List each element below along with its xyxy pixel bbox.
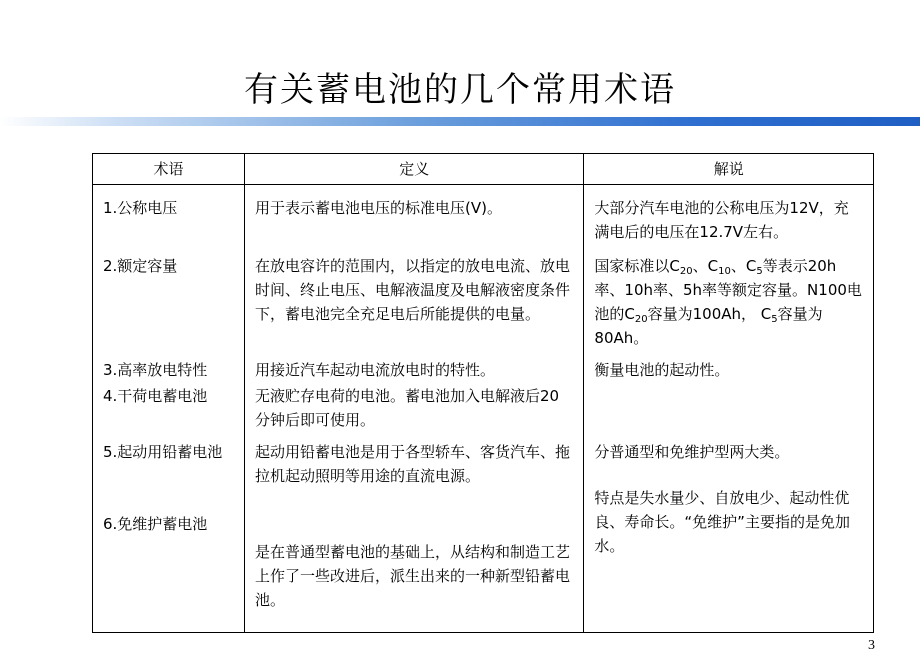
explanation-high-rate-discharge: 衡量电池的起动性。 [594, 361, 730, 379]
slide-title: 有关蓄电池的几个常用术语 [244, 70, 676, 110]
explanation-nominal-voltage: 大部分汽车电池的公称电压为12V，充满电后的电压在12.7V左右。 [594, 199, 849, 241]
term-nominal-voltage: 1.公称电压 [103, 199, 178, 217]
term-starting-lead-battery: 5.起动用铅蓄电池 [103, 443, 223, 461]
terms-column [93, 185, 245, 633]
explanation-maintenance-free-battery: 特点是失水量少、自放电少、起动性优良、寿命长。“免维护”主要指的是免加水。 [594, 489, 850, 555]
title-underline-bar [0, 117, 920, 126]
explanation-starting-lead-battery: 分普通型和免维护型两大类。 [594, 443, 790, 461]
terms-table [92, 153, 874, 633]
term-maintenance-free-battery: 6.免维护蓄电池 [103, 515, 208, 533]
header-definition: 定义 [244, 154, 583, 185]
table-body-row [93, 185, 874, 633]
header-term: 术语 [93, 154, 245, 185]
table-header-row [93, 154, 874, 185]
definition-high-rate-discharge: 用接近汽车起动电流放电时的特性。 [254, 361, 495, 379]
definition-nominal-voltage: 用于表示蓄电池电压的标准电压(V)。 [254, 199, 502, 217]
explanation-rated-capacity: 国家标准以$C_{20}$、$C_{10}$、$C_5$等表示20h率、10h率、5h率等额定容量。N100电池的$C_{20}$容量为100Ah， $C_5$容量为80Ah。 [594, 257, 862, 347]
term-rated-capacity: 2.额定容量 [103, 257, 178, 275]
definition-dry-charged-battery: 无液贮存电荷的电池。蓄电池加入电解液后20分钟后即可使用。 [254, 387, 560, 429]
definition-starting-lead-battery: 起动用铅蓄电池是用于各型轿车、客货汽车、拖拉机起动照明等用途的直流电源。 [254, 443, 570, 485]
term-high-rate-discharge: 3.高率放电特性 [103, 361, 208, 379]
definition-maintenance-free-battery: 是在普通型蓄电池的基础上，从结构和制造工艺上作了一些改进后，派生出来的一种新型铅蓄电池。 [254, 543, 570, 609]
explanations-column [584, 185, 874, 633]
page-number: 3 [868, 638, 875, 653]
header-explanation: 解说 [584, 154, 874, 185]
definitions-column [244, 185, 583, 633]
definition-rated-capacity: 在放电容许的范围内，以指定的放电电流、放电时间、终止电压、电解液温度及电解液密度条件下，蓄电池完全充足电后所能提供的电量。 [254, 257, 570, 323]
term-dry-charged-battery: 4.干荷电蓄电池 [103, 387, 208, 405]
